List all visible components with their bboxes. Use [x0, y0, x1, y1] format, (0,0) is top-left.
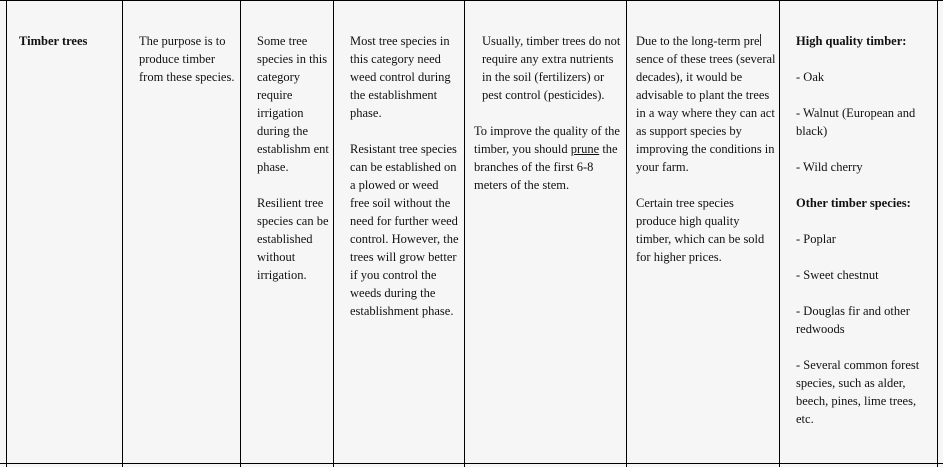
category-cell [19, 32, 119, 50]
notes-text-1b: sence of these trees (several decades), it would be advisable to plant the trees in a way where they can act as support species by improving the conditions in your farm. [636, 52, 776, 174]
notes-text-1a: Due to the long-term pre [636, 34, 760, 48]
column-divider [464, 0, 465, 467]
inputs-text-2-end: the branches of the first 6-8 meters of the stem. [474, 142, 618, 192]
species-item: - Walnut (European and black) [796, 106, 916, 138]
table-bottom-border [0, 463, 943, 464]
purpose-cell [139, 32, 235, 86]
column-divider [122, 0, 123, 467]
irrigation-text-1: Some tree species in this category require irrigation during the establishm ent phase. [257, 34, 329, 174]
notes-text-1 [636, 32, 776, 176]
inputs-text-1: Usually, timber trees do not require any extra nutrients in the soil (fertilizers) or pest control (pesticides). [482, 34, 621, 102]
species-item: - Douglas fir and other redwoods [796, 304, 910, 336]
inputs-text-2-start: To improve the quality of the timber, you should [474, 124, 620, 156]
category-label: Timber trees [19, 34, 88, 48]
table-top-border [0, 0, 943, 1]
notes-cell [636, 32, 776, 266]
species-cell [796, 32, 934, 428]
column-divider [779, 0, 780, 467]
column-divider [333, 0, 334, 467]
text-cursor [760, 34, 761, 46]
high-quality-heading: High quality timber: [796, 34, 907, 48]
irrigation-cell [257, 32, 332, 284]
prune-link[interactable]: prune [570, 142, 600, 156]
weed-control-text-1: Most tree species in this category need weed control during the establishment phase. [350, 34, 451, 120]
column-divider [626, 0, 627, 467]
weed-control-cell [350, 32, 460, 320]
species-item: - Oak [796, 70, 825, 84]
inputs-text-2 [474, 122, 622, 194]
species-item: - Several common forest species, such as alder, beech, pines, lime trees, etc. [796, 358, 920, 426]
species-item: - Wild cherry [796, 160, 863, 174]
inputs-cell [474, 32, 622, 194]
column-divider [6, 0, 7, 467]
irrigation-text-2: Resilient tree species can be established without irrigation. [257, 196, 329, 282]
weed-control-text-2: Resistant tree species can be established on a plowed or weed free soil without the need for further weed control. However, the trees will grow better if you control the weeds during the establishment phase. [350, 142, 459, 318]
column-divider [937, 0, 938, 467]
species-item: - Poplar [796, 232, 836, 246]
purpose-text: The purpose is to produce timber from these species. [139, 34, 235, 84]
notes-text-2: Certain tree species produce high quality timber, which can be sold for higher prices. [636, 196, 765, 264]
column-divider [240, 0, 241, 467]
species-item: - Sweet chestnut [796, 268, 879, 282]
other-species-heading: Other timber species: [796, 196, 911, 210]
